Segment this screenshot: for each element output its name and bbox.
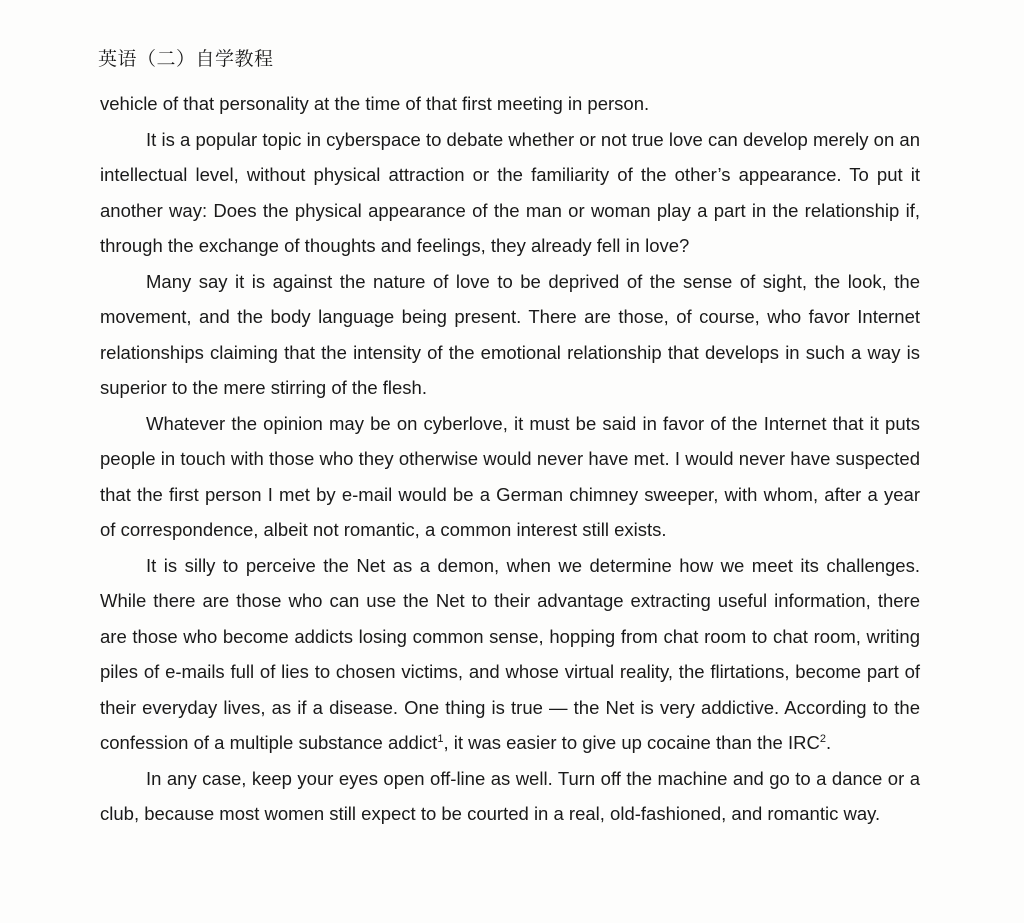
- running-head-title: 英语（二）自学教程: [98, 48, 274, 70]
- paragraph: [100, 406, 920, 548]
- paragraph: [100, 761, 920, 832]
- paragraph-text: .: [825, 732, 832, 753]
- paragraph: [100, 548, 920, 761]
- paragraph-text: It is a popular topic in cyberspace to debate whether or not true love can develop merely on an intellectual level, without physical attraction or the familiarity of the other’s appearance. To put it another way: Does the physical appearance of the man or woman play a part in the relationship if, through the exchange of thoughts and feelings, they already fell in love?: [100, 128, 920, 256]
- paragraph-text: vehicle of that personality at the time of that first meeting in person.: [100, 93, 650, 114]
- paragraph-text: Many say it is against the nature of love to be deprived of the sense of sight, the look, the movement, and the body language being present. There are those, of course, who favor Internet relationships claiming that the intensity of the emotional relationship that develops in such a way is superior to the mere stirring of the flesh.: [100, 270, 920, 398]
- body-text: [100, 86, 920, 832]
- paragraph-text: In any case, keep your eyes open off-line as well. Turn off the machine and go to a dance or a club, because most women still expect to be courted in a real, old-fashioned, and romantic way.: [100, 767, 920, 824]
- paragraph-continued: [100, 86, 920, 122]
- footnote-marker: 1: [437, 732, 444, 745]
- paragraph: [100, 122, 920, 264]
- footnote-marker: 2: [819, 732, 826, 745]
- paragraph-text: It is silly to perceive the Net as a demon, when we determine how we meet its challenges. While there are those who can use the Net to their advantage extracting useful information, there are those who become addicts losing common sense, hopping from chat room to chat room, writing piles of e-mails full of lies to chosen victims, and whose virtual reality, the flirtations, become part of their everyday lives, as if a disease. One thing is true — the Net is very addictive. According to the confession of a multiple substance addict: [100, 554, 920, 753]
- paragraph-text: Whatever the opinion may be on cyberlove, it must be said in favor of the Internet that it puts people in touch with those who they otherwise would never have met. I would never have suspected that the first person I met by e-mail would be a German chimney sweeper, with whom, after a year of correspondence, albeit not romantic, a common interest still exists.: [100, 412, 920, 540]
- paragraph-text: , it was easier to give up cocaine than the IRC: [443, 732, 820, 753]
- paragraph: [100, 264, 920, 406]
